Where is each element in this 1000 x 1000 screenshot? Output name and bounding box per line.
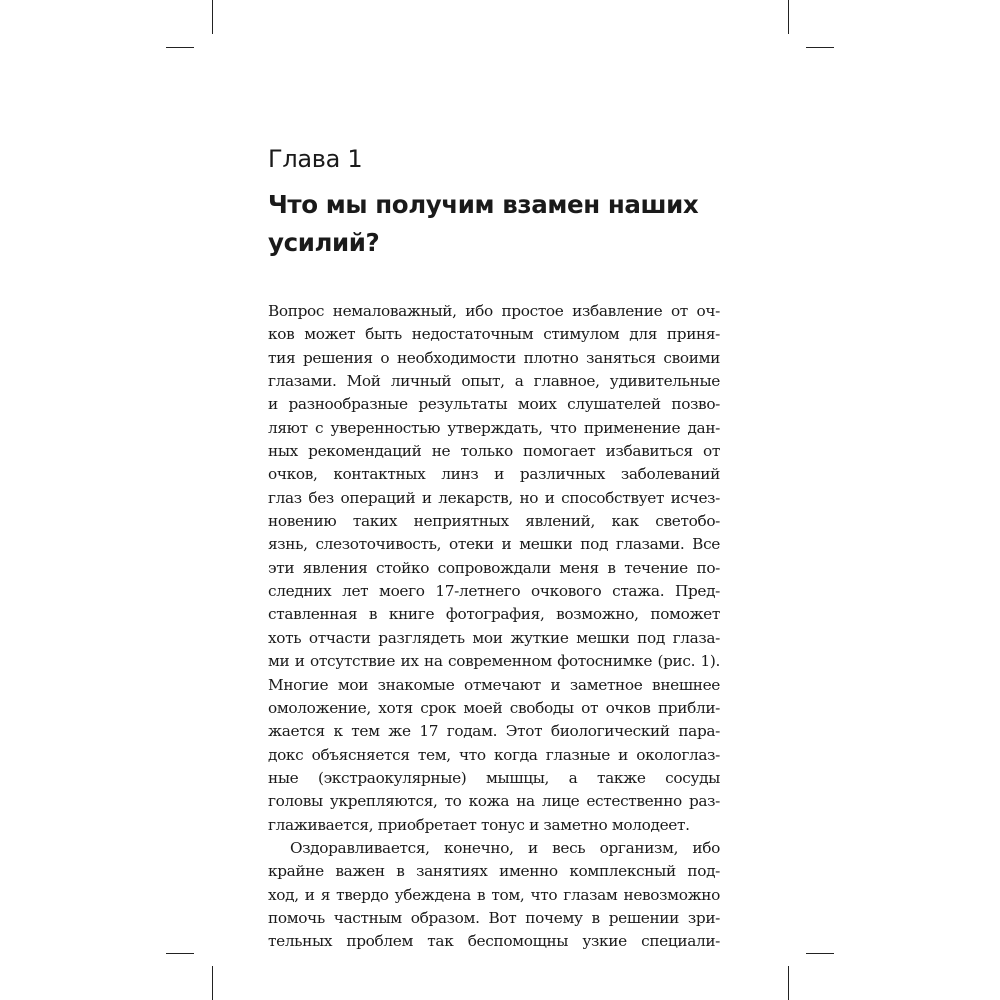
crop-mark-top-left-vertical <box>212 0 213 34</box>
text-line: Многие мои знакомые отмечают и заметное внешнее <box>268 675 720 694</box>
chapter-label: Глава 1 <box>268 145 363 173</box>
crop-mark-bottom-left-vertical <box>212 966 213 1000</box>
text-line: крайне важен в занятиях именно комплексный под- <box>268 862 720 881</box>
text-line: тия решения о необходимости плотно заняться своими <box>268 348 720 367</box>
crop-mark-top-right-horizontal <box>806 47 834 48</box>
chapter-title-line-2: усилий? <box>268 228 380 257</box>
text-line: глаживается, приобретает тонус и заметно молодеет. <box>268 815 690 834</box>
book-page <box>268 142 720 954</box>
paragraph-2 <box>268 837 720 954</box>
text-line: Оздоравливается, конечно, и весь организм, ибо <box>290 838 720 857</box>
crop-mark-bottom-right-vertical <box>788 966 789 1000</box>
text-line: ков может быть недостаточным стимулом для приня- <box>268 325 720 344</box>
text-line: эти явления стойко сопровождали меня в течение по- <box>268 558 720 577</box>
text-line: ные (экстраокулярные) мышцы, а также сосуды <box>268 768 720 787</box>
text-line: глазами. Мой личный опыт, а главное, удивительные <box>268 372 720 391</box>
text-line: помочь частным образом. Вот почему в решении зри- <box>268 908 720 927</box>
text-line: ми и отсутствие их на современном фотоснимке (рис. 1). <box>268 652 720 671</box>
crop-mark-top-left-horizontal <box>166 47 194 48</box>
text-line: головы укрепляются, то кожа на лице естественно раз- <box>268 792 720 811</box>
text-line: жается к тем же 17 годам. Этот биологический пара- <box>268 722 720 741</box>
body-text <box>268 300 720 954</box>
text-line: докс объясняется тем, что когда глазные и окологлаз- <box>268 745 720 764</box>
text-line: ляют с уверенностью утверждать, что применение дан- <box>268 418 720 437</box>
text-line: ставленная в книге фотография, возможно, поможет <box>268 605 720 624</box>
text-line: тельных проблем так беспомощны узкие специали- <box>268 932 720 951</box>
crop-mark-top-right-vertical <box>788 0 789 34</box>
text-line: язнь, слезоточивость, отеки и мешки под глазами. Все <box>268 535 720 554</box>
text-line: и разнообразные результаты моих слушателей позво- <box>268 395 720 414</box>
text-line: глаз без операций и лекарств, но и способствует исчез- <box>268 488 720 507</box>
text-line: омоложение, хотя срок моей свободы от очков прибли- <box>268 698 720 717</box>
text-line: очков, контактных линз и различных заболеваний <box>268 465 720 484</box>
text-line: ных рекомендаций не только помогает избавиться от <box>268 442 720 461</box>
chapter-title <box>268 186 720 262</box>
crop-mark-bottom-left-horizontal <box>166 953 194 954</box>
text-line: Вопрос немаловажный, ибо простое избавление от оч- <box>268 302 720 320</box>
text-line: следних лет моего 17-летнего очкового стажа. Пред- <box>268 582 720 601</box>
text-line: ход, и я твердо убеждена в том, что глазам невозможно <box>268 885 720 904</box>
text-line: хоть отчасти разглядеть мои жуткие мешки под глаза- <box>268 628 720 647</box>
text-line: новению таких неприятных явлений, как светобо- <box>268 512 720 531</box>
paragraph-1 <box>268 300 720 837</box>
crop-mark-bottom-right-horizontal <box>806 953 834 954</box>
chapter-title-line-1: Что мы получим взамен наших <box>268 190 699 219</box>
